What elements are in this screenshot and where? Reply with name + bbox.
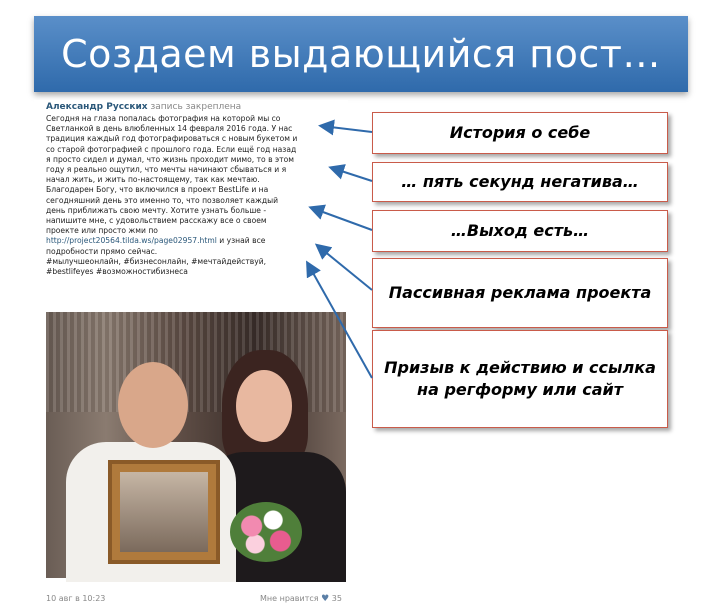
post-line: Сегодня на глаза попалась фотография на которой мы со xyxy=(46,114,281,123)
post-line: со старой фотографией с прошлого года. Если ещё год назад xyxy=(46,144,297,154)
like-label: Мне нравится xyxy=(260,594,319,603)
post-hashtags[interactable]: #мылучшеонлайн, #бизнесонлайн, #мечтайдействуй, xyxy=(46,256,267,266)
callout-text: …Выход есть… xyxy=(450,221,590,240)
arrow-solution xyxy=(312,208,372,230)
post-date[interactable]: 10 авг в 10:23 xyxy=(46,594,106,603)
arrow-negative xyxy=(332,168,372,181)
post-line: проекте или просто жми по xyxy=(46,226,158,236)
post-line: я просто сидел и думал, что жизнь проходит мимо, то в этом xyxy=(46,154,294,164)
post-line: традиция каждый год фотографироваться с новым букетом и xyxy=(46,134,298,144)
post-line: начал жить, и жить по-настоящему, так как мечтаю. xyxy=(46,175,260,185)
post-line: напишите мне, с удовольствием расскажу все о своем xyxy=(46,216,267,226)
post-line: сегодняшний день это именно то, что позволяет каждый xyxy=(46,195,279,205)
like-button[interactable] xyxy=(260,594,342,604)
callout-text: … пять секунд негатива… xyxy=(401,172,639,191)
callout-text: Пассивная реклама проекта xyxy=(388,283,652,302)
heart-icon: ♥ xyxy=(321,594,330,604)
post-line: подробности прямо сейчас. xyxy=(46,246,158,256)
post-author[interactable]: Александр Русских xyxy=(46,102,148,112)
arrow-story xyxy=(322,126,372,132)
post-link-suffix: и узнай все xyxy=(216,236,266,246)
arrow-passive-ad xyxy=(318,246,372,290)
post-line: Благодарен Богу, что включился в проект BestLife и на xyxy=(46,185,269,195)
post-line: году я реально ощутил, что мечты начинают сбываться и я xyxy=(46,165,287,175)
like-count: 35 xyxy=(331,594,342,603)
post-line: Светланкой в день влюбленных 14 февраля 2016 года. У нас xyxy=(46,124,293,134)
callout-text: История о себе xyxy=(449,123,591,142)
slide-title: Создаем выдающийся пост… xyxy=(61,32,661,76)
callout-text: Призыв к действию и ссылка на регформу или сайт xyxy=(384,358,656,399)
post-hashtags[interactable]: #bestlifeyes #возможностибизнеса xyxy=(46,267,188,277)
post-line: день приближать свою мечту. Хотите узнать больше - xyxy=(46,205,267,215)
post-project-link[interactable]: http://project20564.tilda.ws/page02957.html xyxy=(46,236,217,246)
post-pinned-label: запись закреплена xyxy=(150,102,242,112)
